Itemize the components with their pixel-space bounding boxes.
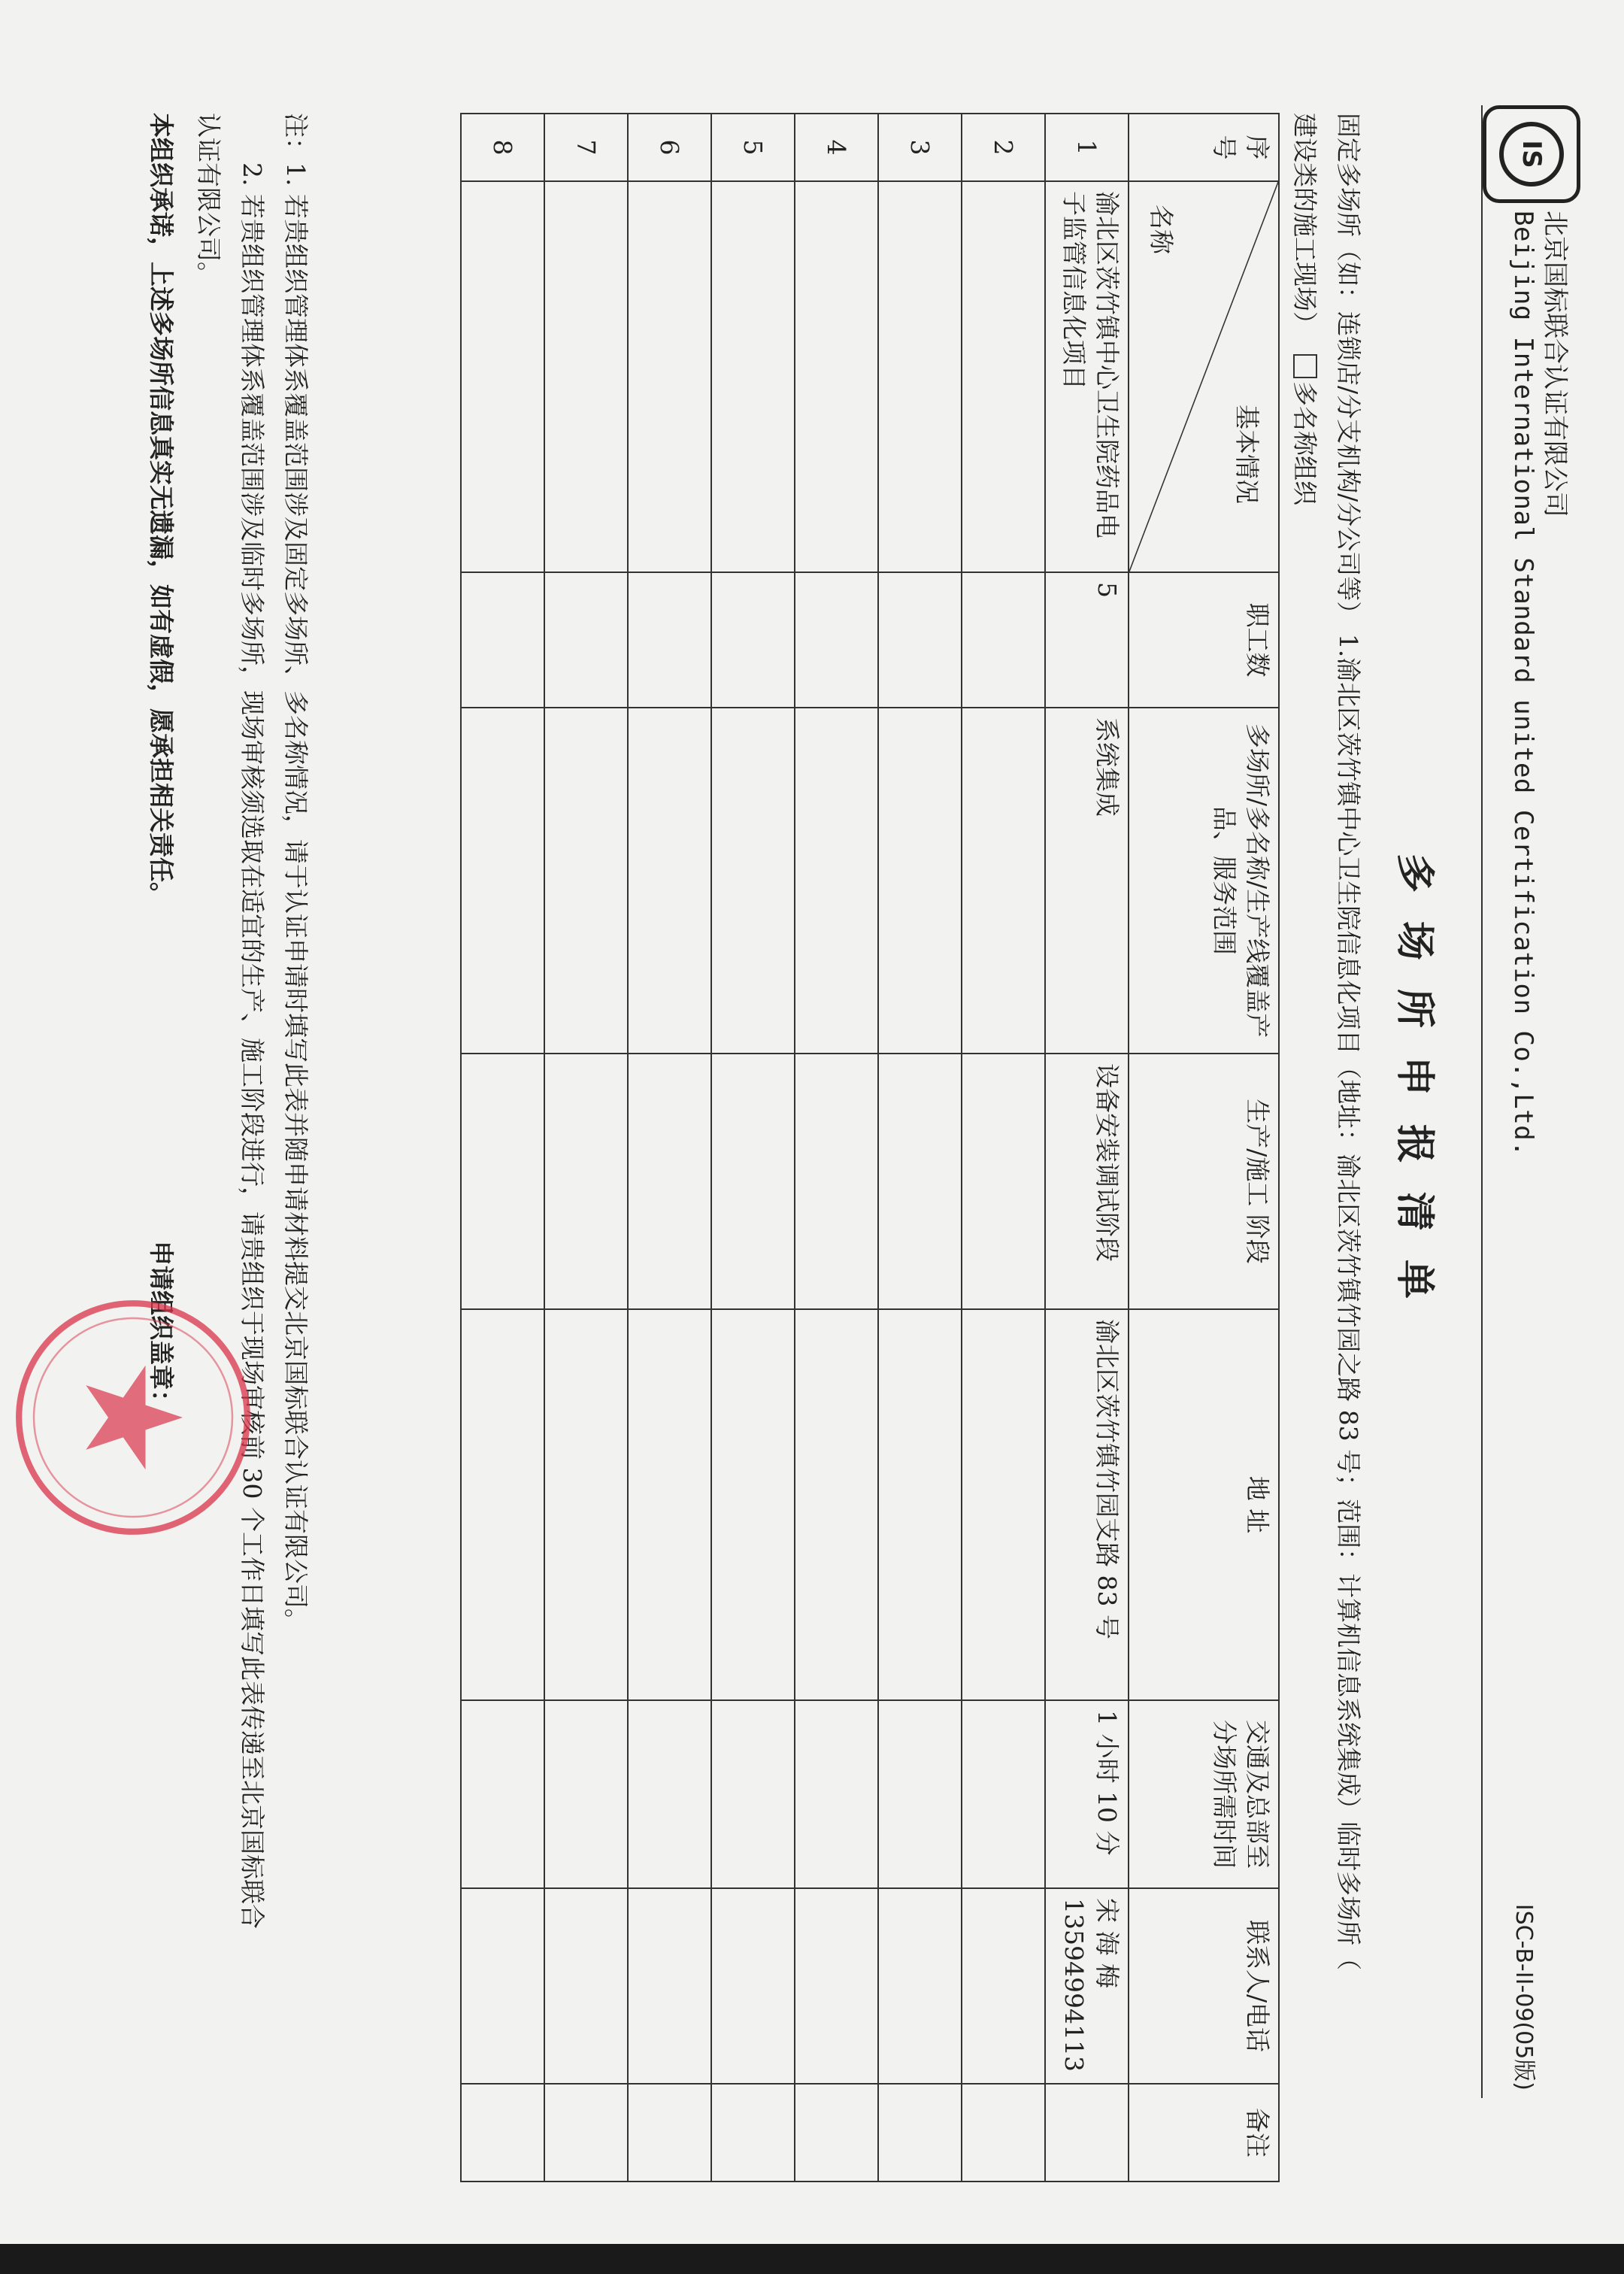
- cell-seq: 7: [544, 114, 628, 181]
- cell-seq: 4: [795, 114, 878, 181]
- cell-remark[interactable]: [962, 2084, 1045, 2182]
- form-page: [39, 0, 1588, 2181]
- cell-staff[interactable]: [628, 572, 711, 708]
- cell-stage[interactable]: 设备安装调试阶段: [1045, 1054, 1129, 1309]
- cell-time[interactable]: [962, 1700, 1045, 1888]
- cell-name[interactable]: [711, 181, 795, 572]
- header-rule: [1481, 105, 1483, 2098]
- header-remark: 备注: [1129, 2084, 1279, 2182]
- table-row: [628, 114, 711, 2182]
- cell-address[interactable]: [962, 1309, 1045, 1700]
- intro-line-2b: 多名称组织: [1290, 381, 1320, 505]
- cell-name[interactable]: [544, 181, 628, 572]
- cell-name[interactable]: [461, 181, 544, 572]
- cell-seq: 8: [461, 114, 544, 181]
- pledge-statement: 本组织承诺，上述多场所信息真实无遗漏，如有虚假，愿承担相关责任。: [147, 113, 176, 907]
- intro-line-2: [1283, 113, 1326, 2098]
- site-table: [460, 113, 1280, 2182]
- cell-scope[interactable]: 系统集成: [1045, 708, 1129, 1054]
- logo-mark-icon: IS: [1499, 122, 1564, 186]
- cell-contact[interactable]: [628, 1888, 711, 2084]
- cell-remark[interactable]: [1045, 2084, 1129, 2182]
- cell-seq: 1: [1045, 114, 1129, 181]
- cell-scope[interactable]: [795, 708, 878, 1054]
- table-row: [795, 114, 878, 2182]
- table-row: [878, 114, 962, 2182]
- company-logo: [1483, 105, 1580, 203]
- cell-seq: 6: [628, 114, 711, 181]
- cell-staff[interactable]: [795, 572, 878, 708]
- cell-scope[interactable]: [962, 708, 1045, 1054]
- header-contact: 联系人/电话: [1129, 1888, 1279, 2084]
- header-name: 名称: [1147, 205, 1176, 254]
- table-row: [461, 114, 544, 2182]
- header-scope: 多场所/多名称/生产线覆盖产品、服务范围: [1129, 708, 1279, 1054]
- cell-stage[interactable]: [628, 1054, 711, 1309]
- cell-address[interactable]: [711, 1309, 795, 1700]
- cell-stage[interactable]: [544, 1054, 628, 1309]
- cell-stage[interactable]: [878, 1054, 962, 1309]
- header-stage: 生产/施工 阶段: [1129, 1054, 1279, 1309]
- cell-staff[interactable]: [962, 572, 1045, 708]
- company-seal-icon: [9, 1293, 257, 1542]
- cell-time[interactable]: 1 小时 10 分: [1045, 1700, 1129, 1888]
- cell-address[interactable]: [878, 1309, 962, 1700]
- cell-remark[interactable]: [795, 2084, 878, 2182]
- cell-seq: 2: [962, 114, 1045, 181]
- signature-label: 申请组织盖章：: [147, 1241, 176, 1414]
- cell-address[interactable]: [628, 1309, 711, 1700]
- cell-time[interactable]: [628, 1700, 711, 1888]
- cell-name[interactable]: [878, 181, 962, 572]
- cell-staff[interactable]: 5: [1045, 572, 1129, 708]
- scan-bottom-edge: [0, 2244, 1624, 2274]
- cell-scope[interactable]: [628, 708, 711, 1054]
- cell-name[interactable]: [628, 181, 711, 572]
- checkbox[interactable]: [1293, 354, 1317, 378]
- header-basic-name: [1129, 181, 1279, 572]
- note-2: 2. 若贵组织管理体系覆盖范围涉及临时多场所，现场审核须选取在适宜的生产、施工阶段进行，请贵组织于现场审核前 30 个工作日填写此表传递至北京国标联合: [238, 162, 267, 1929]
- cell-name[interactable]: [962, 181, 1045, 572]
- intro-text: [1283, 113, 1370, 2098]
- cell-name[interactable]: 渝北区茨竹镇中心卫生院药品电子监管信息化项目: [1045, 181, 1129, 572]
- cell-time[interactable]: [878, 1700, 962, 1888]
- cell-time[interactable]: [544, 1700, 628, 1888]
- header-basic: 基本情况: [1232, 405, 1262, 504]
- cell-time[interactable]: [461, 1700, 544, 1888]
- org-name-en: Beijing International Standard united Certification Co.,Ltd.: [1508, 211, 1538, 1157]
- cell-contact[interactable]: [878, 1888, 962, 2084]
- intro-line-1: 固定多场所（如：连锁店/分支机构/分公司等） 1.渝北区茨竹镇中心卫生院信息化项目（地址：渝北区茨竹镇竹园之路 83 号；范围：计算机信息系统集成）临时多场所（: [1334, 113, 1363, 1971]
- page-title: 多场所申报清单: [1392, 853, 1438, 1327]
- cell-stage[interactable]: [962, 1054, 1045, 1309]
- cell-scope[interactable]: [461, 708, 544, 1054]
- header-staff: 职工数: [1129, 572, 1279, 708]
- cell-stage[interactable]: [711, 1054, 795, 1309]
- cell-address[interactable]: 渝北区茨竹镇竹园支路 83 号: [1045, 1309, 1129, 1700]
- cell-time[interactable]: [795, 1700, 878, 1888]
- cell-seq: 5: [711, 114, 795, 181]
- cell-name[interactable]: [795, 181, 878, 572]
- cell-scope[interactable]: [544, 708, 628, 1054]
- cell-scope[interactable]: [878, 708, 962, 1054]
- cell-address[interactable]: [795, 1309, 878, 1700]
- table-row: [711, 114, 795, 2182]
- table-header: [1129, 114, 1279, 2182]
- table-row: [1045, 114, 1129, 2182]
- cell-staff[interactable]: [711, 572, 795, 708]
- cell-staff[interactable]: [461, 572, 544, 708]
- note-2-cont: 认证有限公司。: [194, 113, 223, 287]
- cell-seq: 3: [878, 114, 962, 181]
- form-code: ISC-B-II-09(05版): [1510, 1903, 1537, 2091]
- note-1: 注：1. 若贵组织管理体系覆盖范围涉及固定多场所、多名称情况，请于认证申请时填写此表并随申请材料提交北京国标联合认证有限公司。: [281, 113, 311, 1633]
- table-row: [544, 114, 628, 2182]
- cell-time[interactable]: [711, 1700, 795, 1888]
- cell-staff[interactable]: [544, 572, 628, 708]
- org-name-cn: 北京国标联合认证有限公司: [1540, 211, 1570, 517]
- cell-remark[interactable]: [461, 2084, 544, 2182]
- notes: [186, 113, 317, 2143]
- header-seq: 序号: [1129, 114, 1279, 181]
- cell-staff[interactable]: [878, 572, 962, 708]
- header-address: 地 址: [1129, 1309, 1279, 1700]
- cell-address[interactable]: [544, 1309, 628, 1700]
- cell-remark[interactable]: [628, 2084, 711, 2182]
- cell-contact[interactable]: [962, 1888, 1045, 2084]
- cell-remark[interactable]: [544, 2084, 628, 2182]
- cell-contact[interactable]: [711, 1888, 795, 2084]
- table-row: [962, 114, 1045, 2182]
- cell-address[interactable]: [461, 1309, 544, 1700]
- cell-remark[interactable]: [878, 2084, 962, 2182]
- header-time: 交通及总部至分场所需时间: [1129, 1700, 1279, 1888]
- intro-line-2a: 建设类的施工现场）: [1290, 113, 1320, 336]
- cell-contact[interactable]: [544, 1888, 628, 2084]
- cell-stage[interactable]: [461, 1054, 544, 1309]
- letterhead: [1483, 0, 1588, 2181]
- cell-stage[interactable]: [795, 1054, 878, 1309]
- cell-contact[interactable]: [461, 1888, 544, 2084]
- cell-contact[interactable]: [795, 1888, 878, 2084]
- cell-scope[interactable]: [711, 708, 795, 1054]
- cell-remark[interactable]: [711, 2084, 795, 2182]
- cell-contact[interactable]: 宋 海 梅 13594994113: [1045, 1888, 1129, 2084]
